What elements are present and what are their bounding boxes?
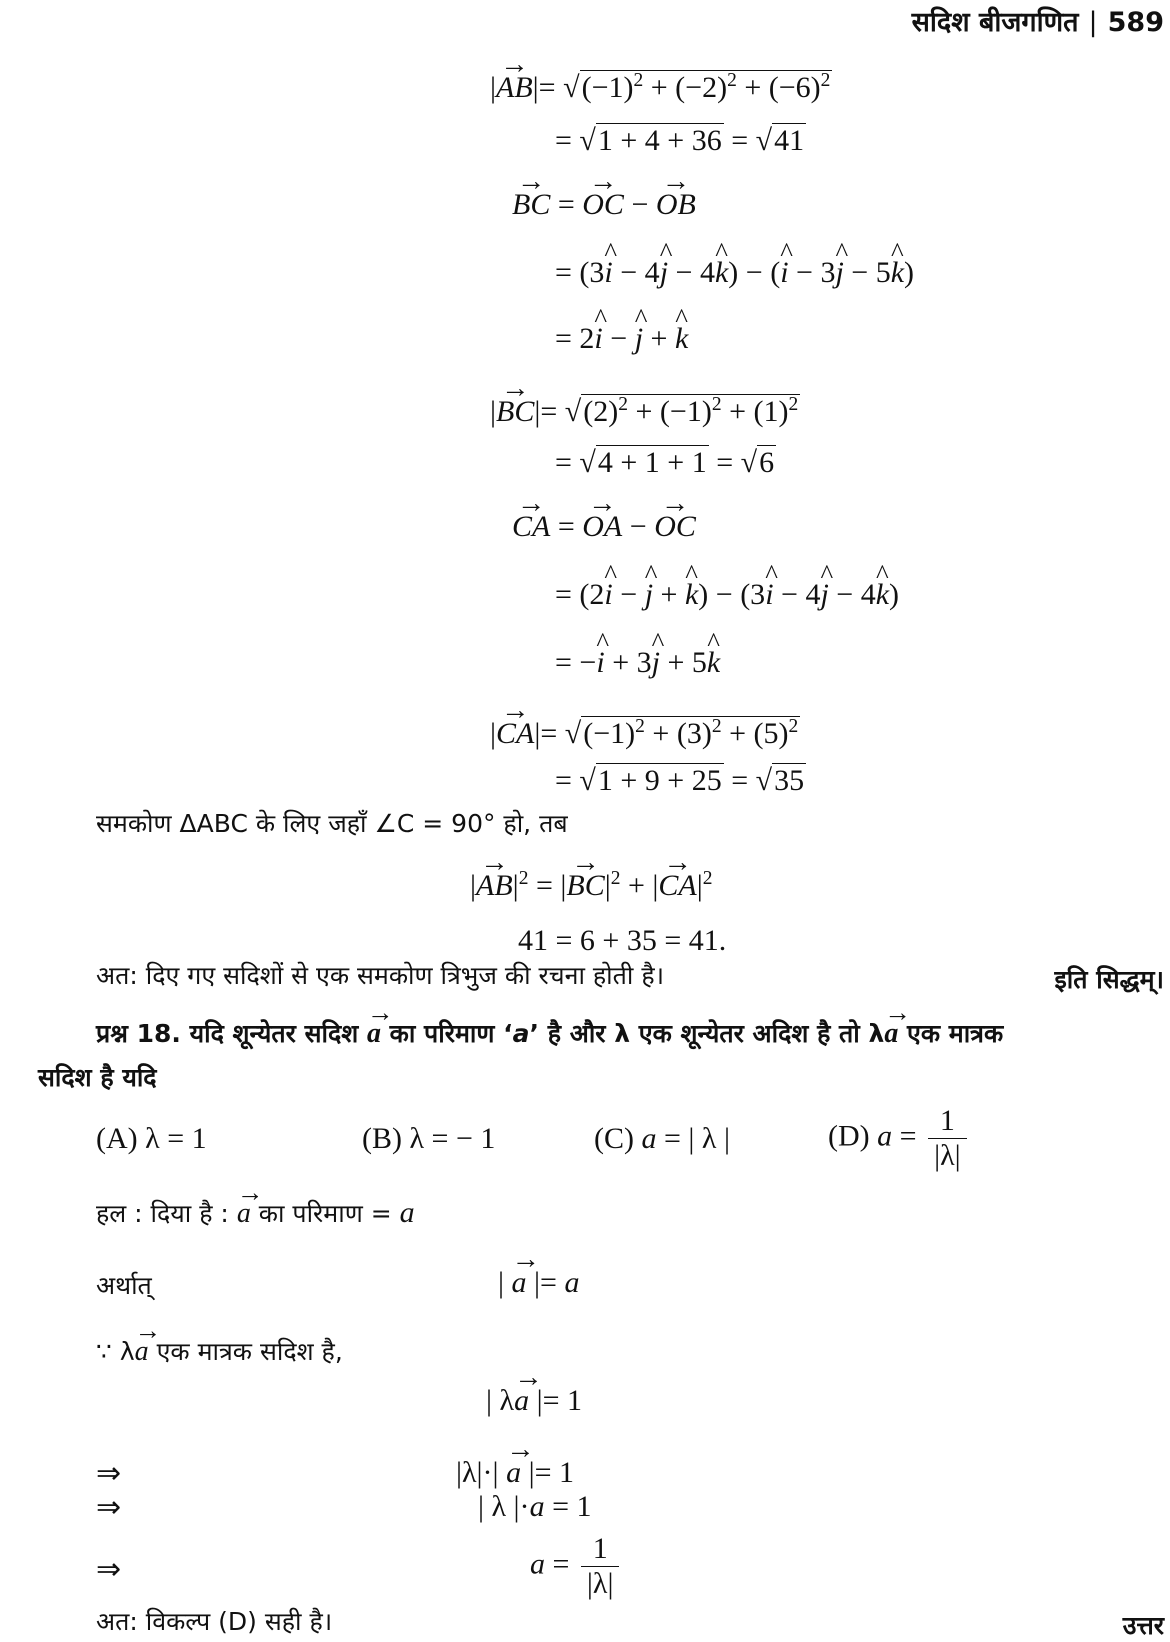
eq-check: 41 = 6 + 35 = 41. — [518, 924, 727, 957]
implies-arrow-3: ⇒ — [96, 1553, 122, 1586]
solution-ie-eq: | → a |= a — [498, 1266, 579, 1300]
eq-ab-value: = √1 + 4 + 36 = √41 — [555, 124, 805, 157]
final-answer: अत: विकल्प (D) सही है। — [96, 1607, 333, 1636]
solution-given: हल : दिया है : → a का परिमाण = a — [96, 1196, 415, 1230]
eq-ca-expand: = (2^ i − ^ j + ^ k) − (3^ i − 4^ j − 4^ k) — [555, 578, 899, 612]
eq-bc-magnitude: |→ $BC|= √(2)^2 + (-1)^2 + (1)^2$ — [490, 394, 800, 429]
eq-ca-magnitude: |→ $CA|= √(-1)^2 + (3)^2 + (5)^2$ — [490, 716, 800, 751]
eq-bc-expand: = (3^ i − 4^ j − 4^ k) − (^ i − 3^ j − 5^ k) — [555, 256, 914, 290]
question-18-line1: प्रश्न 18. यदि शून्येतर सदिश → a का परिमाण ‘a’ है और λ एक शून्येतर अदिश है तो λ→ a एक मात्रक — [96, 1016, 1003, 1050]
implies-arrow-1: ⇒ — [96, 1457, 122, 1490]
solution-ie-label: अर्थात् — [96, 1271, 152, 1300]
solution-unit-eq: | λ→ a |= 1 — [486, 1384, 582, 1418]
implies-arrow-2: ⇒ — [96, 1491, 122, 1524]
eq-ab-magnitude: |→ $AB|= √(-1)^2 + (-2)^2 + (-6)^2$ — [490, 70, 832, 105]
page-number: 589 — [1107, 7, 1164, 38]
solution-step-2: | λ |·a = 1 — [478, 1490, 592, 1523]
eq-ca-def: → CA = → OA − → OC — [512, 510, 696, 544]
running-header — [912, 2, 1164, 39]
question-18-line2: सदिश है यदि — [38, 1063, 157, 1092]
option-b: (B) λ = − 1 — [362, 1122, 496, 1155]
qed-mark: इति सिद्धम्। — [1054, 965, 1164, 994]
eq-ca-value: = √1 + 9 + 25 = √35 — [555, 764, 805, 797]
conclusion-line: अत: दिए गए सदिशों से एक समकोण त्रिभुज की रचना होती है। — [96, 961, 665, 990]
right-angle-statement: समकोण ΔABC के लिए जहाँ ∠C = 90° हो, तब — [96, 809, 568, 838]
option-a: (A) λ = 1 — [96, 1122, 207, 1155]
solution-step-3: a = $\frac{1}{|\lambda|}$ — [530, 1532, 623, 1601]
chapter-title: सदिश बीजगणित — [911, 7, 1079, 38]
option-d: (D) a = $\frac{1}{|\lambda|}$ — [828, 1104, 971, 1173]
option-c: (C) a = | λ | — [594, 1122, 730, 1155]
header-separator: | — [1088, 7, 1098, 38]
solution-since: ∵ λ→ a एक मात्रक सदिश है, — [96, 1334, 343, 1368]
answer-mark: उत्तर — [1122, 1611, 1164, 1640]
eq-bc-value: = √4 + 1 + 1 = √6 — [555, 446, 775, 479]
eq-ca-result: = −^ i + 3^ j + 5^ k — [555, 646, 720, 680]
solution-step-1: |λ|·| → a |= 1 — [456, 1456, 574, 1490]
eq-pythagoras: |→ $AB|^2$ = |→ $BC|^2$ + |→ $CA|^2$ — [470, 868, 713, 903]
eq-bc-result: = 2^ i − ^ j + ^ k — [555, 322, 688, 356]
eq-bc-def: → BC = → OC − → OB — [512, 188, 696, 222]
